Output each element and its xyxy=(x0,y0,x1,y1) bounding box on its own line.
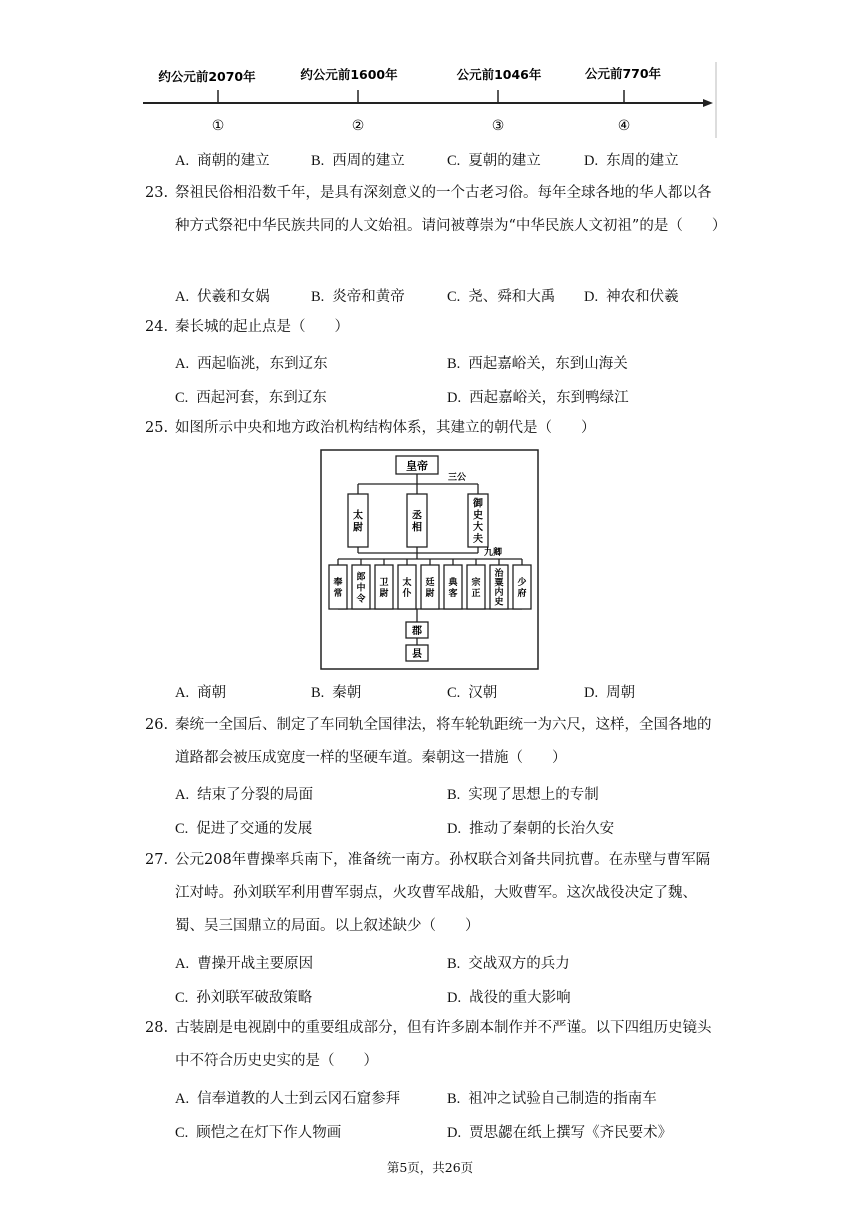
timeline-label-1: 约公元前2070年 xyxy=(158,69,256,84)
q22-option-d: D. 东周的建立 xyxy=(584,153,679,169)
jiuqing-6-label: 典客 xyxy=(448,578,458,600)
jiuqing-8-label: 治粟内史 xyxy=(494,568,504,608)
q24-stem: 24. 秦长城的起止点是（ ） xyxy=(145,319,349,335)
q26-stem: 26. 秦统一全国后、制定了车同轨全国律法，将车轮轨距统一为六尺，这样，全国各地的道路都会被压成宽度一样的坚硬车道。秦朝这一措施（ ） xyxy=(145,717,712,766)
jiuqing-1-label: 奉常 xyxy=(333,578,343,600)
timeline-label-2: 约公元前1600年 xyxy=(300,67,398,82)
q27-option-a: A. 曹操开战主要原因 xyxy=(175,956,314,972)
jiuqing-7-label: 宗正 xyxy=(471,578,481,600)
jiuqing-9-label: 少府 xyxy=(517,578,527,600)
q28-stem: 28. 古装剧是电视剧中的重要组成部分，但有许多剧本制作并不严谨。以下四组历史镜头中不符合历史史实的是（ ） xyxy=(145,1020,712,1069)
timeline-arrow xyxy=(703,99,713,107)
sangong-label: 三公 xyxy=(447,473,467,483)
q22-option-a: A. 商朝的建立 xyxy=(175,153,270,169)
q24-option-d: D. 西起嘉峪关，东到鸭绿江 xyxy=(447,390,629,406)
q27-stem: 27. 公元208年曹操率兵南下，准备统一南方。孙权联合刘备共同抗曹。在赤壁与曹军隔江对峙。孙刘联军利用曹军弱点，火攻曹军战船，大败曹军。这次战役决定了魏、蜀、吴三国鼎立的局面。以上叙述缺少（ ） xyxy=(145,852,711,934)
q26-option-d: D. 推动了秦朝的长治久安 xyxy=(447,821,615,837)
q24-option-a: A. 西起临洮，东到辽东 xyxy=(175,356,328,372)
jiuqing-boxes xyxy=(329,565,531,609)
q27-option-d: D. 战役的重大影响 xyxy=(447,990,571,1006)
timeline-label-3: 公元前1046年 xyxy=(456,67,542,82)
q26-option-a: A. 结束了分裂的局面 xyxy=(175,787,314,803)
timeline-ticks xyxy=(218,90,624,103)
jiuqing-2-label: 郎中令 xyxy=(356,572,366,605)
sangong-2-label: 丞相 xyxy=(412,510,422,534)
q28-option-b: B. 祖冲之试验自己制造的指南车 xyxy=(447,1091,657,1107)
q24-option-c: C. 西起河套，东到辽东 xyxy=(175,390,327,406)
q28-option-d: D. 贾思勰在纸上撰写《齐民要术》 xyxy=(447,1125,673,1141)
q22-option-b: B. 西周的建立 xyxy=(311,153,405,169)
q28-option-a: A. 信奉道教的人士到云冈石窟参拜 xyxy=(175,1091,401,1107)
q23-stem: 23. 祭祖民俗相沿数千年，是具有深刻意义的一个古老习俗。每年全球各地的华人都以各种方式祭祀中华民族共同的人文始祖。请问被尊崇为“中华民族人文初祖”的是（ ） xyxy=(145,185,727,234)
sangong-3-label: 御史大夫 xyxy=(473,498,483,545)
government-structure-diagram xyxy=(320,449,539,670)
timeline-figure xyxy=(143,62,718,138)
q26-option-b: B. 实现了思想上的专制 xyxy=(447,787,599,803)
q27-option-b: B. 交战双方的兵力 xyxy=(447,956,570,972)
jun-label: 郡 xyxy=(412,626,422,637)
q25-option-c: C. 汉朝 xyxy=(447,685,498,701)
q23-option-d: D. 神农和伏羲 xyxy=(584,289,679,305)
timeline-mark-4: ④ xyxy=(617,118,631,134)
jiuqing-3-label: 卫尉 xyxy=(379,578,389,600)
timeline-mark-2: ② xyxy=(351,118,365,134)
q23-option-a: A. 伏羲和女娲 xyxy=(175,289,270,305)
sangong-1-label: 太尉 xyxy=(353,510,363,534)
q27-option-c: C. 孙刘联军破敌策略 xyxy=(175,990,313,1006)
xian-label: 县 xyxy=(412,649,422,660)
q23-option-c: C. 尧、舜和大禹 xyxy=(447,289,556,305)
q24-option-b: B. 西起嘉峪关，东到山海关 xyxy=(447,356,628,372)
q26-option-c: C. 促进了交通的发展 xyxy=(175,821,313,837)
q25-option-a: A. 商朝 xyxy=(175,685,227,701)
q28-option-c: C. 顾恺之在灯下作人物画 xyxy=(175,1125,342,1141)
q23-option-b: B. 炎帝和黄帝 xyxy=(311,289,405,305)
timeline-label-4: 公元前770年 xyxy=(584,66,662,81)
q25-option-d: D. 周朝 xyxy=(584,685,636,701)
q22-option-c: C. 夏朝的建立 xyxy=(447,153,541,169)
timeline-mark-1: ① xyxy=(211,118,225,134)
q25-option-b: B. 秦朝 xyxy=(311,685,362,701)
jiuqing-label: 九卿 xyxy=(483,548,503,558)
jiuqing-4-label: 太仆 xyxy=(402,578,412,600)
page-footer: 第5页，共26页 xyxy=(386,1160,474,1175)
emperor-label: 皇帝 xyxy=(406,459,428,473)
timeline-mark-3: ③ xyxy=(491,118,505,134)
q25-stem: 25. 如图所示中央和地方政治机构结构体系，其建立的朝代是（ ） xyxy=(145,420,596,436)
jiuqing-5-label: 廷尉 xyxy=(425,578,435,600)
